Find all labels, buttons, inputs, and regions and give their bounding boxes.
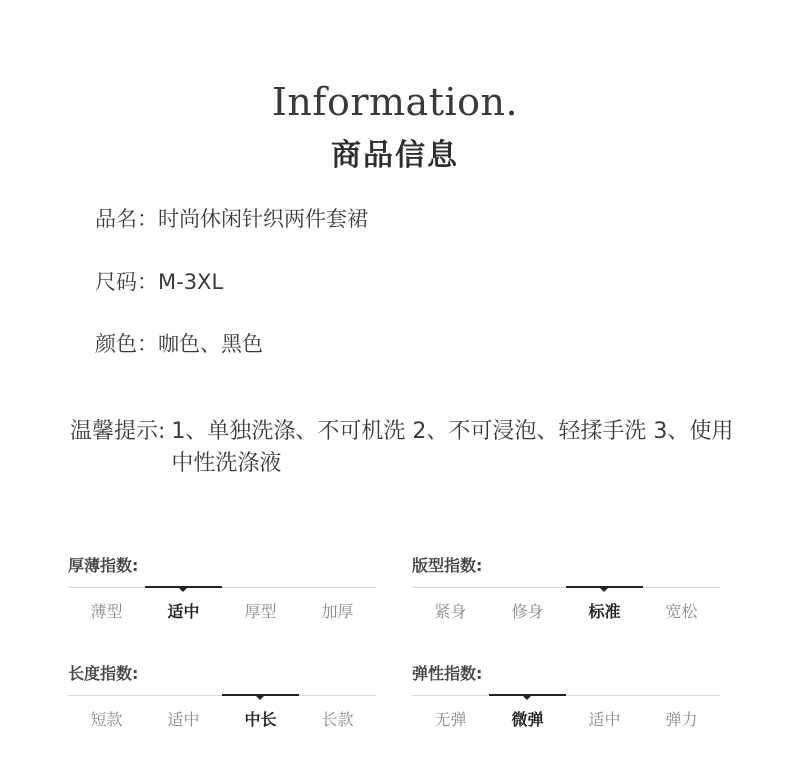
metric-option: 弹力 — [665, 710, 698, 729]
metric-option: 薄型 — [90, 602, 123, 621]
info-row-size — [95, 266, 223, 296]
metric-option-selected: 适中 — [145, 587, 222, 627]
metric-option: 加厚 — [321, 602, 354, 621]
metric-option: 紧身 — [434, 602, 467, 621]
care-tip-label: 温馨提示: — [70, 419, 166, 444]
metric-option: 宽松 — [665, 602, 698, 621]
metric-options — [412, 587, 720, 627]
metric-option: 厚型 — [244, 602, 277, 621]
metric-title: 版型指数: — [412, 556, 483, 575]
metric-option: 适中 — [588, 710, 621, 729]
metric-option: 无弹 — [434, 710, 467, 729]
metric-title: 长度指数: — [68, 664, 139, 683]
info-key: 颜色： — [95, 332, 158, 356]
metric-title: 厚薄指数: — [68, 556, 139, 575]
metric-option-selected: 标准 — [566, 587, 643, 627]
info-value: 时尚休闲针织两件套裙 — [158, 207, 368, 231]
info-key: 品名： — [95, 207, 158, 231]
metric-options — [68, 587, 376, 627]
info-key: 尺码： — [95, 270, 158, 294]
info-value: 咖色、黑色 — [158, 332, 263, 356]
metric-option: 短款 — [90, 710, 123, 729]
title-english: Information. — [271, 80, 519, 124]
metric-option: 适中 — [167, 710, 200, 729]
info-value: M-3XL — [158, 270, 224, 294]
title-chinese: 商品信息 — [331, 138, 459, 173]
metric-title: 弹性指数: — [412, 664, 483, 683]
info-row-color — [95, 328, 263, 358]
metric-option: 修身 — [511, 602, 544, 621]
metric-options — [412, 695, 720, 735]
info-row-name — [95, 203, 368, 233]
care-tip-text: 1、单独洗涤、不可机洗 2、不可浸泡、轻揉手洗 3、使用中性洗涤液 — [171, 419, 734, 476]
metric-options — [68, 695, 376, 735]
metric-option-selected: 微弹 — [489, 695, 566, 735]
metric-option: 长款 — [321, 710, 354, 729]
metric-option-selected: 中长 — [222, 695, 299, 735]
care-tip — [70, 416, 750, 480]
